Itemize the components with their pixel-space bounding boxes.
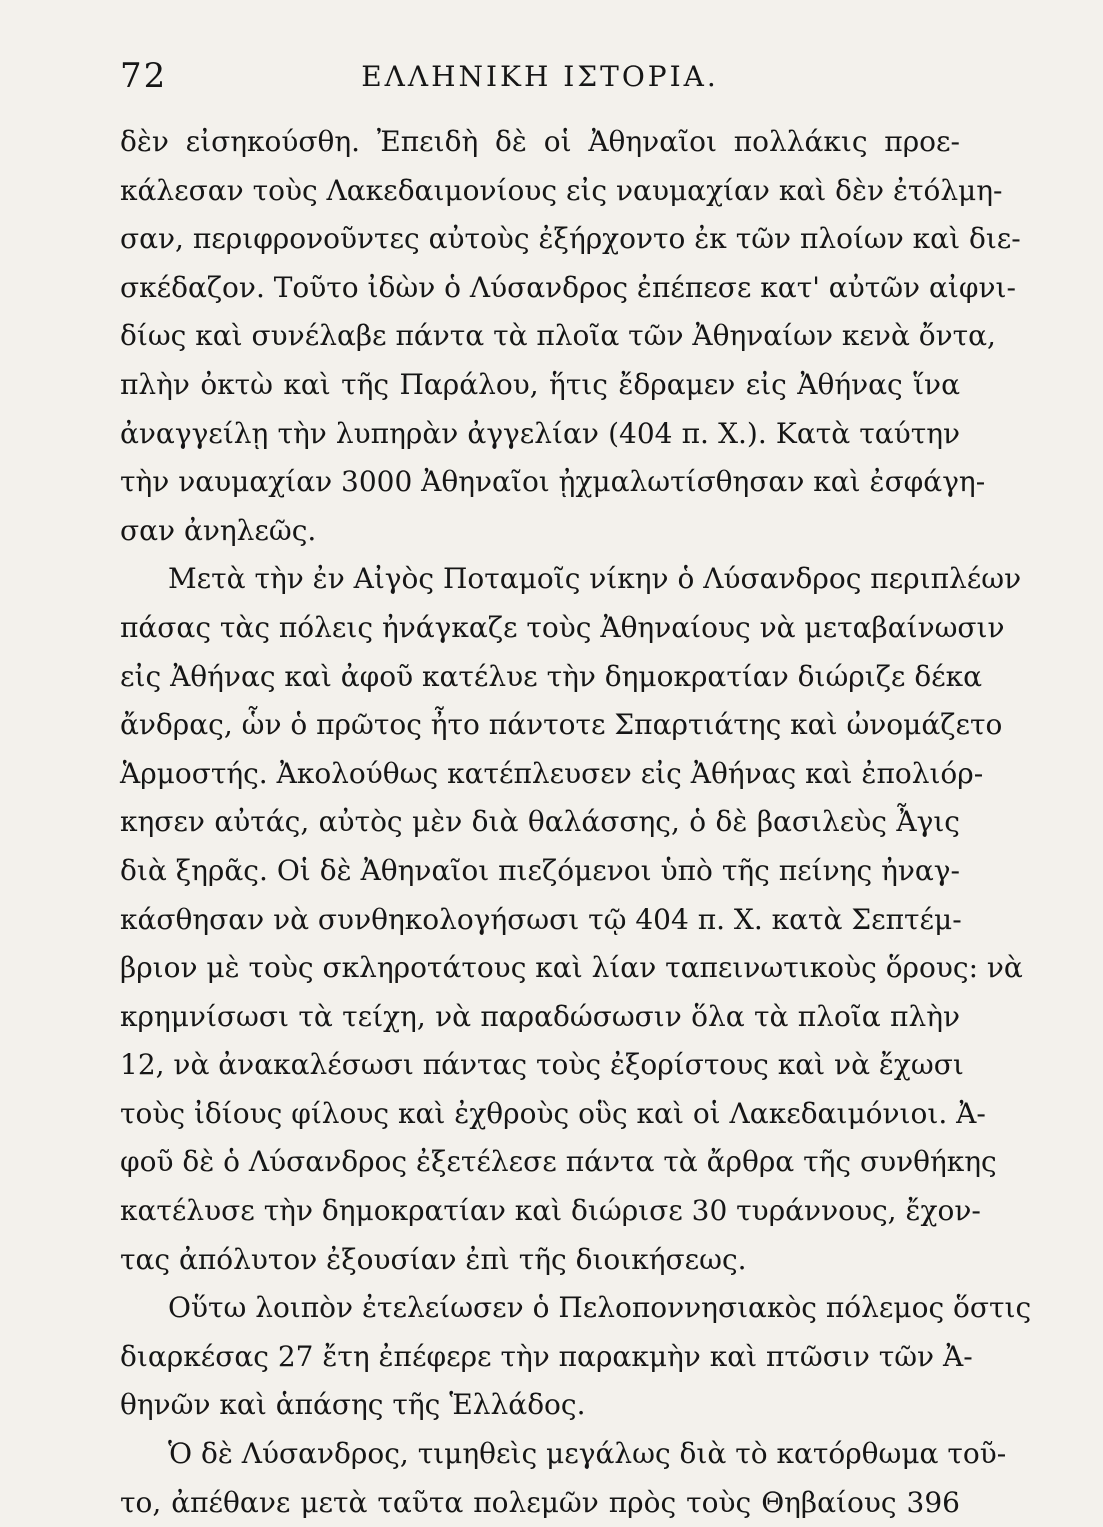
page-number: 72 [120,56,168,96]
text-line: βριον μὲ τοὺς σκληροτάτους καὶ λίαν ταπεινωτικοὺς ὅρους: νὰ [120,951,1023,985]
text-line: πάσας τὰς πόλεις ἠνάγκαζε τοὺς Ἀθηναίους νὰ μεταβαίνωσιν [120,610,1005,644]
text-line: πλὴν ὀκτὼ καὶ τῆς Παράλου, ἥτις ἔδραμεν εἰς Ἀθήνας ἵνα [120,367,960,401]
text-line: 12, νὰ ἀνακαλέσωσι πάντας τοὺς ἐξορίστους καὶ νὰ ἔχωσι [120,1048,964,1082]
text-line: ἀναγγείλῃ τὴν λυπηρὰν ἀγγελίαν (404 π. Χ.). Κατὰ ταύτην [120,416,960,450]
text-line: κρημνίσωσι τὰ τείχη, νὰ παραδώσωσιν ὅλα τὰ πλοῖα πλὴν [120,999,960,1033]
text-line: κατέλυσε τὴν δημοκρατίαν καὶ διώρισε 30 τυράννους, ἔχον- [120,1194,981,1228]
text-line: κάλεσαν τοὺς Λακεδαιμονίους εἰς ναυμαχίαν καὶ δὲν ἐτόλμη- [120,173,1003,207]
text-line: σαν, περιφρονοῦντες αὐτοὺς ἐξήρχοντο ἐκ τῶν πλοίων καὶ διε- [120,222,1021,256]
text-line: τὴν ναυμαχίαν 3000 Ἀθηναῖοι ᾐχμαλωτίσθησαν καὶ ἐσφάγη- [120,465,986,499]
text-line: κησεν αὐτάς, αὐτὸς μὲν διὰ θαλάσσης, ὁ δὲ βασιλεὺς Ἆγις [120,805,960,839]
text-line: τας ἀπόλυτον ἐξουσίαν ἐπὶ τῆς διοικήσεως. [120,1242,747,1276]
text-line: διαρκέσας 27 ἔτη ἐπέφερε τὴν παρακμὴν καὶ πτῶσιν τῶν Ἀ- [120,1339,973,1373]
page-header [120,56,960,100]
text-line: Ὁ δὲ Λύσανδρος, τιμηθεὶς μεγάλως διὰ τὸ κατόρθωμα τοῦ- [168,1437,1007,1471]
text-line: Ἁρμοστής. Ἀκολούθως κατέπλευσεν εἰς Ἀθήνας καὶ ἐπολιόρ- [120,756,984,790]
text-line: δίως καὶ συνέλαβε πάντα τὰ πλοῖα τῶν Ἀθηναίων κενὰ ὄντα, [120,319,996,353]
text-line: Μετὰ τὴν ἐν Αἰγὸς Ποταμοῖς νίκην ὁ Λύσανδρος περιπλέων [168,562,1022,596]
body-text [120,118,1032,1527]
text-line: σκέδαζον. Τοῦτο ἰδὼν ὁ Λύσανδρος ἐπέπεσε κατ' αὐτῶν αἰφνι- [120,270,1016,304]
text-line: θηνῶν καὶ ἁπάσης τῆς Ἑλλάδος. [120,1388,586,1422]
text-line: διὰ ξηρᾶς. Οἱ δὲ Ἀθηναῖοι πιεζόμενοι ὑπὸ τῆς πείνης ἠναγ- [120,853,960,887]
text-line: δὲν εἰσηκούσθη. Ἐπειδὴ δὲ οἱ Ἀθηναῖοι πολλάκις προε- [120,125,960,158]
text-line: το, ἀπέθανε μετὰ ταῦτα πολεμῶν πρὸς τοὺς Θηβαίους 396 [120,1485,960,1519]
running-title: ΕΛΛΗΝΙΚΗ ΙΣΤΟΡΙΑ. [361,60,719,93]
text-line: Οὕτω λοιπὸν ἐτελείωσεν ὁ Πελοποννησιακὸς πόλεμος ὅστις [168,1291,1032,1325]
text-line: ἄνδρας, ὧν ὁ πρῶτος ἦτο πάντοτε Σπαρτιάτης καὶ ὠνομάζετο [120,708,1003,742]
text-line: εἰς Ἀθήνας καὶ ἀφοῦ κατέλυε τὴν δημοκρατίαν διώριζε δέκα [120,659,983,693]
text-line: σαν ἀνηλεῶς. [120,513,317,547]
text-line: φοῦ δὲ ὁ Λύσανδρος ἐξετέλεσε πάντα τὰ ἄρθρα τῆς συνθήκης [120,1145,997,1179]
text-line: κάσθησαν νὰ συνθηκολογήσωσι τῷ 404 π. Χ. κατὰ Σεπτέμ- [120,902,962,936]
text-line: τοὺς ἰδίους φίλους καὶ ἐχθροὺς οὓς καὶ οἱ Λακεδαιμόνιοι. Ἀ- [120,1096,986,1130]
